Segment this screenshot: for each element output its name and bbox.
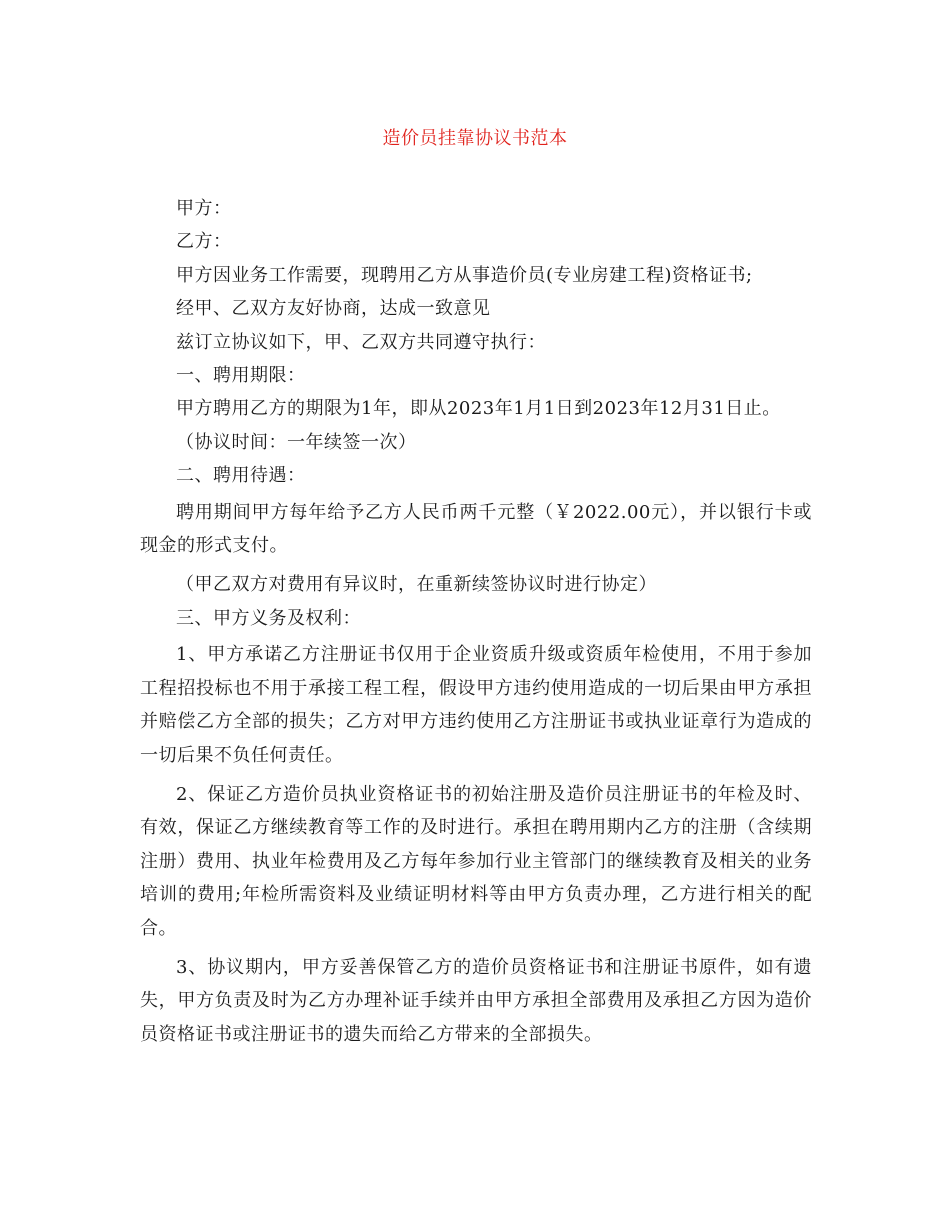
term-paragraph: 甲方聘用乙方的期限为1年，即从2023年1月1日到2023年12月31日止。 <box>176 398 781 420</box>
section-heading-compensation: 二、聘用待遇： <box>176 465 306 487</box>
purpose-line: 甲方因业务工作需要，现聘用乙方从事造价员(专业房建工程)资格证书; <box>176 264 753 286</box>
term-note: （协议时间：一年续签一次） <box>176 431 417 453</box>
consensus-line: 经甲、乙双方友好协商，达成一致意见 <box>176 298 491 320</box>
compensation-note: （甲乙双方对费用有异议时，在重新续签协议时进行协定） <box>176 574 657 596</box>
party-b-line: 乙方： <box>176 231 232 253</box>
clause-3: 3、协议期内，甲方妥善保管乙方的造价员资格证书和注册证书原件，如有遗失，甲方负责及时为乙方办理补证手续并由甲方承担全部费用及承担乙方因为造价员资格证书或注册证书的遗失而给乙方带来的全部损失。 <box>140 956 812 1045</box>
party-a-line: 甲方： <box>176 198 232 219</box>
section-heading-party-a-duties: 三、甲方义务及权利： <box>176 607 361 629</box>
compensation-paragraph: 聘用期间甲方每年给予乙方人民币两千元整（￥2022.00元），并以银行卡或现金的形式支付。 <box>140 501 812 557</box>
section-heading-term: 一、聘用期限： <box>176 365 306 387</box>
document-title: 造价员挂靠协议书范本 <box>382 128 568 149</box>
clause-2: 2、保证乙方造价员执业资格证书的初始注册及造价员注册证书的年检及时、有效，保证乙方继续教育等工作的及时进行。承担在聘用期内乙方的注册（含续期注册）费用、执业年检费用及乙方每年参加行业主管部门的继续教育及相关的业务培训的费用;年检所需资料及业绩证明材料等由甲方负责办理，乙方进行相关的配合。 <box>140 783 812 939</box>
clause-1: 1、甲方承诺乙方注册证书仅用于企业资质升级或资质年检使用，不用于参加工程招投标也不用于承接工程工程，假设甲方违约使用造成的一切后果由甲方承担并赔偿乙方全部的损失；乙方对甲方违约使用乙方注册证书或执业证章行为造成的一切后果不负任何责任。 <box>140 644 812 766</box>
document-body <box>140 192 812 1057</box>
agreement-intro-line: 兹订立协议如下，甲、乙双方共同遵守执行： <box>176 331 546 353</box>
